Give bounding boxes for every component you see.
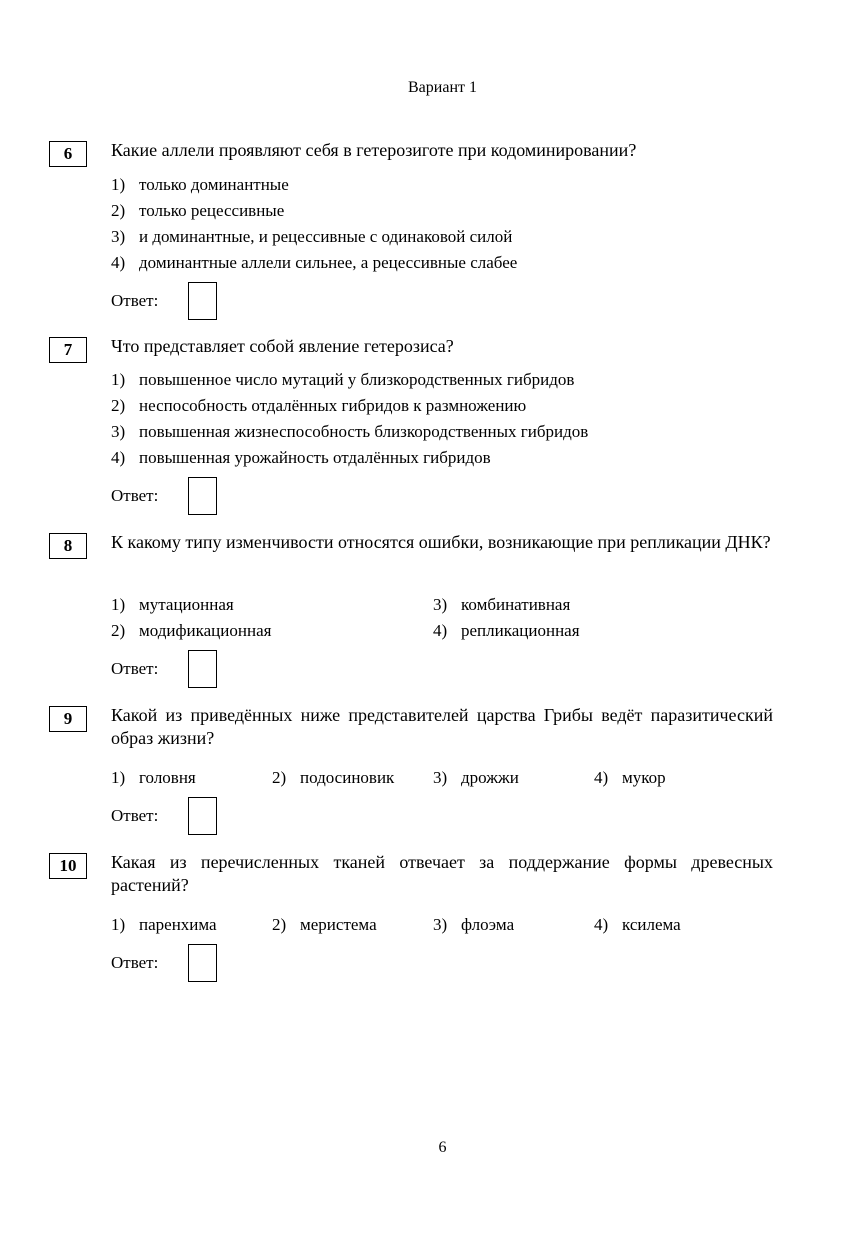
option — [111, 445, 588, 471]
task-number: 6 — [49, 141, 87, 167]
option — [111, 198, 517, 224]
answer-label: Ответ: — [111, 659, 159, 678]
option-number: 1) — [111, 175, 126, 194]
option-number: 1) — [111, 595, 126, 614]
option-text: мутационная — [139, 595, 234, 614]
option-text: паренхима — [139, 915, 217, 934]
option — [111, 172, 517, 198]
option-text: головня — [139, 768, 196, 787]
option — [111, 765, 196, 791]
question-text: К какому типу изменчивости относятся ошибки, возникающие при репликации ДНК? — [111, 532, 771, 552]
answer-label: Ответ: — [111, 806, 159, 825]
option — [272, 912, 377, 938]
option-number: 3) — [433, 595, 448, 614]
option-text: дрожжи — [461, 768, 519, 787]
task-number: 8 — [49, 533, 87, 559]
option — [594, 765, 666, 791]
question-text: Какой из приведённых ниже представителей царства Грибы ведёт паразитический образ жизни? — [111, 705, 773, 748]
option — [433, 912, 514, 938]
option-text: репликационная — [461, 621, 580, 640]
option — [272, 765, 394, 791]
option — [594, 912, 681, 938]
option — [433, 618, 580, 644]
option-number: 1) — [111, 915, 126, 934]
option — [433, 765, 519, 791]
option-text: только рецессивные — [139, 201, 285, 220]
option — [111, 393, 588, 419]
options-list — [111, 367, 588, 471]
task-number: 9 — [49, 706, 87, 732]
option-number: 2) — [111, 396, 126, 415]
option-text: повышенное число мутаций у близкородственных гибридов — [139, 370, 575, 389]
question-text: Что представляет собой явление гетерозиса? — [111, 336, 454, 356]
answer-label: Ответ: — [111, 953, 159, 972]
option-text: повышенная урожайность отдалённых гибридов — [139, 448, 491, 467]
options-list — [111, 172, 517, 276]
option-text: повышенная жизнеспособность близкородственных гибридов — [139, 422, 589, 441]
option-number: 4) — [594, 768, 609, 787]
answer-box[interactable] — [188, 650, 217, 688]
answer-label: Ответ: — [111, 291, 159, 310]
option-text: ксилема — [622, 915, 681, 934]
answer-label: Ответ: — [111, 486, 159, 505]
option — [111, 419, 588, 445]
option — [111, 592, 234, 618]
option-text: подосиновик — [300, 768, 395, 787]
answer-box[interactable] — [188, 477, 217, 515]
option-text: комбинативная — [461, 595, 571, 614]
answer-box[interactable] — [188, 797, 217, 835]
option-number: 2) — [111, 621, 126, 640]
option-text: только доминантные — [139, 175, 289, 194]
answer-box[interactable] — [188, 282, 217, 320]
page-header-variant: Вариант 1 — [408, 79, 477, 96]
answer-box[interactable] — [188, 944, 217, 982]
option-number: 3) — [111, 227, 126, 246]
option — [111, 912, 217, 938]
option-number: 1) — [111, 370, 126, 389]
option-number: 2) — [272, 768, 287, 787]
option — [111, 250, 517, 276]
option-text: мукор — [622, 768, 666, 787]
page-number: 6 — [438, 1139, 447, 1156]
option-number: 4) — [594, 915, 609, 934]
option-number: 1) — [111, 768, 126, 787]
option — [433, 592, 570, 618]
option-number: 4) — [433, 621, 448, 640]
option — [111, 367, 588, 393]
option-text: доминантные аллели сильнее, а рецессивные слабее — [139, 253, 518, 272]
option-text: модификационная — [139, 621, 272, 640]
option — [111, 224, 517, 250]
option-text: неспособность отдалённых гибридов к размножению — [139, 396, 527, 415]
option-number: 3) — [433, 768, 448, 787]
option-number: 2) — [111, 201, 126, 220]
question-text: Какие аллели проявляют себя в гетерозиготе при кодоминировании? — [111, 140, 637, 160]
task-number: 7 — [49, 337, 87, 363]
option-number: 4) — [111, 448, 126, 467]
option-number: 4) — [111, 253, 126, 272]
option — [111, 618, 271, 644]
option-number: 3) — [433, 915, 448, 934]
option-text: и доминантные, и рецессивные с одинаковой силой — [139, 227, 513, 246]
question-text: Какая из перечисленных тканей отвечает за поддержание формы древесных растений? — [111, 852, 773, 895]
option-text: меристема — [300, 915, 377, 934]
option-number: 3) — [111, 422, 126, 441]
option-text: флоэма — [461, 915, 515, 934]
task-number: 10 — [49, 853, 87, 879]
option-number: 2) — [272, 915, 287, 934]
